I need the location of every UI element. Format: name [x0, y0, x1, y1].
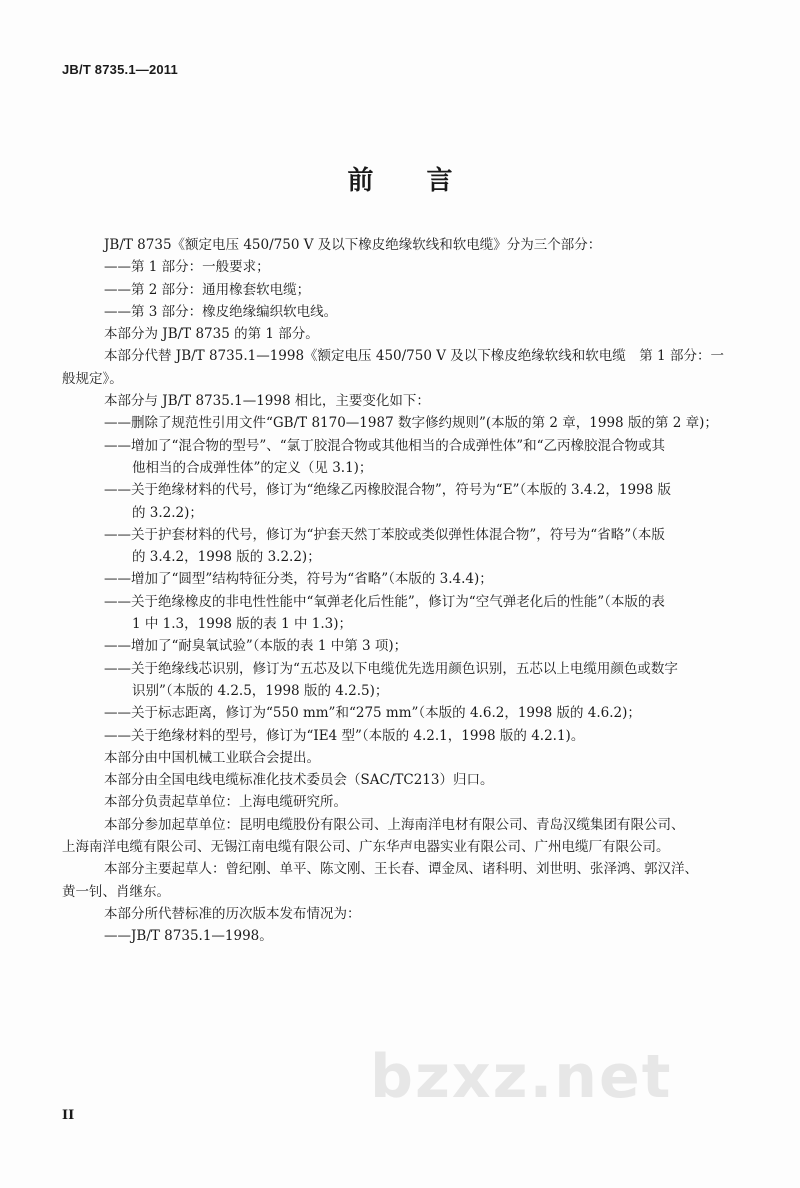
- paragraph-line: ——关于标志距离，修订为“550 mm”和“275 mm”（本版的 4.6.2，1998 版的 4.6.2)；: [104, 705, 641, 722]
- paragraph-line: 本部分主要起草人：曾纪刚、单平、陈文刚、王长春、谭金凤、诸科明、刘世明、张泽鸿、郭汉洋、: [104, 861, 698, 878]
- paragraph-line: 本部分为 JB/T 8735 的第 1 部分。: [104, 326, 319, 343]
- paragraph-line: 的 3.4.2，1998 版的 3.2.2)；: [132, 549, 321, 566]
- paragraph-line: ——关于绝缘材料的型号，修订为“IE4 型”（本版的 4.2.1，1998 版的 4.2.1)。: [104, 727, 585, 744]
- paragraph-line: ——关于护套材料的代号，修订为“护套天然丁苯胶或类似弹性体混合物”，符号为“省略”（本版: [104, 526, 665, 543]
- paragraph-line: ——第 3 部分：橡皮绝缘编织软电线。: [104, 303, 338, 320]
- paragraph-line: 本部分参加起草单位：昆明电缆股份有限公司、上海南洋电材有限公司、青岛汉缆集团有限公司、: [104, 816, 685, 833]
- paragraph-line: 的 3.2.2)；: [132, 504, 203, 521]
- watermark: bzxz.net: [370, 1042, 673, 1112]
- standard-number: JB/T 8735.1—2011: [62, 62, 178, 77]
- paragraph-line: ——关于绝缘材料的代号，修订为“绝缘乙丙橡胶混合物”，符号为“E”（本版的 3.4.2，1998 版: [104, 482, 671, 499]
- paragraph-line: ——删除了规范性引用文件“GB/T 8170—1987 数字修约规则”(本版的第 2 章，1998 版的第 2 章)；: [104, 415, 718, 432]
- paragraph-line: ——关于绝缘线芯识别，修订为“五芯及以下电缆优先选用颜色识别，五芯以上电缆用颜色或数字: [104, 660, 678, 677]
- paragraph-line: ——增加了“耐臭氧试验”（本版的表 1 中第 3 项)；: [104, 638, 408, 655]
- paragraph-line: 本部分代替 JB/T 8735.1—1998《额定电压 450/750 V 及以下橡皮绝缘软线和软电缆 第 1 部分：一: [104, 348, 724, 365]
- paragraph-line: 上海南洋电缆有限公司、无锡江南电缆有限公司、广东华声电器实业有限公司、广州电缆厂有限公司。: [62, 839, 670, 856]
- foreword-body: [62, 234, 748, 948]
- paragraph-line: 本部分与 JB/T 8735.1—1998 相比，主要变化如下：: [104, 393, 430, 410]
- paragraph-line: 本部分由全国电线电缆标准化技术委员会（SAC/TC213）归口。: [104, 772, 494, 789]
- page-number: II: [62, 1108, 75, 1123]
- paragraph-line: JB/T 8735《额定电压 450/750 V 及以下橡皮绝缘软线和软电缆》分为三个部分：: [104, 237, 602, 253]
- paragraph-line: 般规定》。: [62, 370, 123, 387]
- paragraph-line: ——第 1 部分：一般要求；: [104, 259, 270, 276]
- paragraph-line: ——第 2 部分：通用橡套软电缆；: [104, 281, 311, 298]
- paragraph-line: 识别”（本版的 4.2.5，1998 版的 4.2.5)；: [132, 682, 389, 699]
- paragraph-line: 本部分负责起草单位：上海电缆研究所。: [104, 794, 347, 811]
- paragraph-line: ——增加了“圆型”结构特征分类，符号为“省略”（本版的 3.4.4)；: [104, 571, 493, 588]
- paragraph-line: ——增加了“混合物的型号”、“氯丁胶混合物或其他相当的合成弹性体”和“乙丙橡胶混合物或其: [104, 437, 666, 454]
- paragraph-line: ——关于绝缘橡皮的非电性性能中“氧弹老化后性能”，修订为“空气弹老化后的性能”（本版的表: [104, 593, 665, 610]
- paragraph-line: 1 中 1.3，1998 版的表 1 中 1.3)；: [132, 616, 352, 633]
- paragraph-line: 本部分所代替标准的历次版本发布情况为：: [104, 905, 361, 922]
- paragraph-line: 他相当的合成弹性体”的定义（见 3.1)；: [132, 459, 373, 476]
- paragraph-line: 本部分由中国机械工业联合会提出。: [104, 749, 320, 766]
- paragraph-line: ——JB/T 8735.1—1998。: [104, 928, 273, 945]
- page-title: 前 言: [347, 166, 475, 196]
- paragraph-line: 黄一钊、肖继东。: [62, 883, 170, 900]
